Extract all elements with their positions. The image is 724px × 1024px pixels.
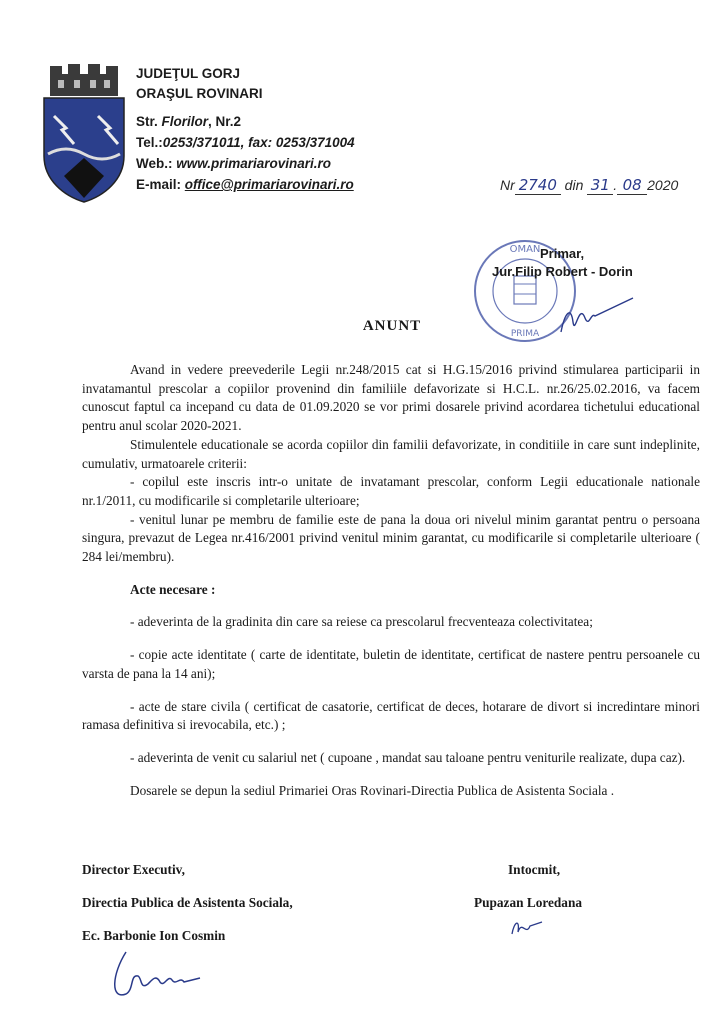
county-name: JUDEŢUL GORJ — [136, 66, 241, 81]
announcement-body — [82, 361, 700, 800]
prepared-by-name: Pupazan Loredana — [474, 895, 582, 910]
director-role: Director Executiv, — [82, 862, 185, 877]
director-name: Ec. Barbonie Ion Cosmin — [82, 928, 226, 943]
document-4: - adeverinta de venit cu salariul net ( cupoane , mandat sau taloane pentru veniturile realizate, dupa caz). — [130, 749, 686, 765]
closing-paragraph: Dosarele se depun la sediul Primariei Oras Rovinari-Directia Publica de Asistenta Sociala . — [130, 782, 615, 798]
email: E-mail: office@primariarovinari.ro — [136, 177, 354, 192]
document-2: - copie acte identitate ( carte de identitate, buletin de identitate, certificat de nastere pentru persoanele cu varsta de pana la 14 ani); — [82, 647, 700, 681]
preparer-signature-icon — [508, 912, 548, 940]
mayor-role: Primar, — [540, 246, 585, 261]
website: Web.: www.primariarovinari.ro — [136, 156, 332, 171]
criterion-2: - venitul lunar pe membru de familie este de pana la doua ori nivelul minim garantat pentru o persoana singura, prevazut de Legea nr.416/2001 privind venitul minim garantat, cu modificarile si completarile ulterioare ( 284 lei/membru). — [82, 511, 700, 565]
criterion-1: - copilul este inscris intr-o unitate de invatamant prescolar, conform Legii educationale nationale nr.1/2011, cu modificarile si completarile ulterioare; — [82, 474, 700, 508]
criteria-intro: Stimulentele educationale se acorda copiilor din familii defavorizate, in conditiile in care sunt indeplinite, cumulativ, urmatoarele criterii: — [82, 436, 700, 471]
registration-number: Nr 2740 din 31 . 08 2020 — [500, 176, 679, 194]
mayor-name: Jur.Filip Robert - Dorin — [492, 264, 633, 279]
documents-heading: Acte necesare : — [130, 581, 216, 597]
document-1: - adeverinta de la gradinita din care sa reiese ca prescolarul frecventeaza colectivitatea; — [130, 614, 593, 630]
stamp-top-text: OMAN — [509, 244, 541, 255]
town-name: ORAŞUL ROVINARI — [136, 86, 263, 101]
intro-paragraph: Avand in vedere preevederile Legii nr.248/2015 cat si H.G.15/2016 privind stimularea participarii in invatamantul prescolar a copiilor provenind din familiile defavorizate si H.C.L. nr.26/25.02.2016, va facem cunoscut faptul ca incepand cu data de 01.09.2020 se vor primi dosarele privind acordarea tichetului educational pentru anul scolar 2020-2021. — [82, 362, 700, 434]
street-address: Str. Florilor, Nr.2 — [136, 114, 242, 129]
director-signature-icon — [104, 944, 204, 1004]
director-department: Directia Publica de Asistenta Sociala, — [82, 895, 293, 910]
stamp-bottom-text: PRIMA — [510, 329, 540, 339]
coat-of-arms-icon — [40, 58, 128, 204]
document-3: - acte de stare civila ( certificat de casatorie, certificat de deces, hotarare de divort si incredintare minori ramasa definitiva si irevocabila, etc.) ; — [82, 698, 700, 733]
page-title: ANUNT — [362, 318, 422, 334]
phone-fax: Tel.:0253/371011, fax: 0253/371004 — [136, 135, 355, 150]
prepared-by-role: Intocmit, — [508, 862, 561, 877]
